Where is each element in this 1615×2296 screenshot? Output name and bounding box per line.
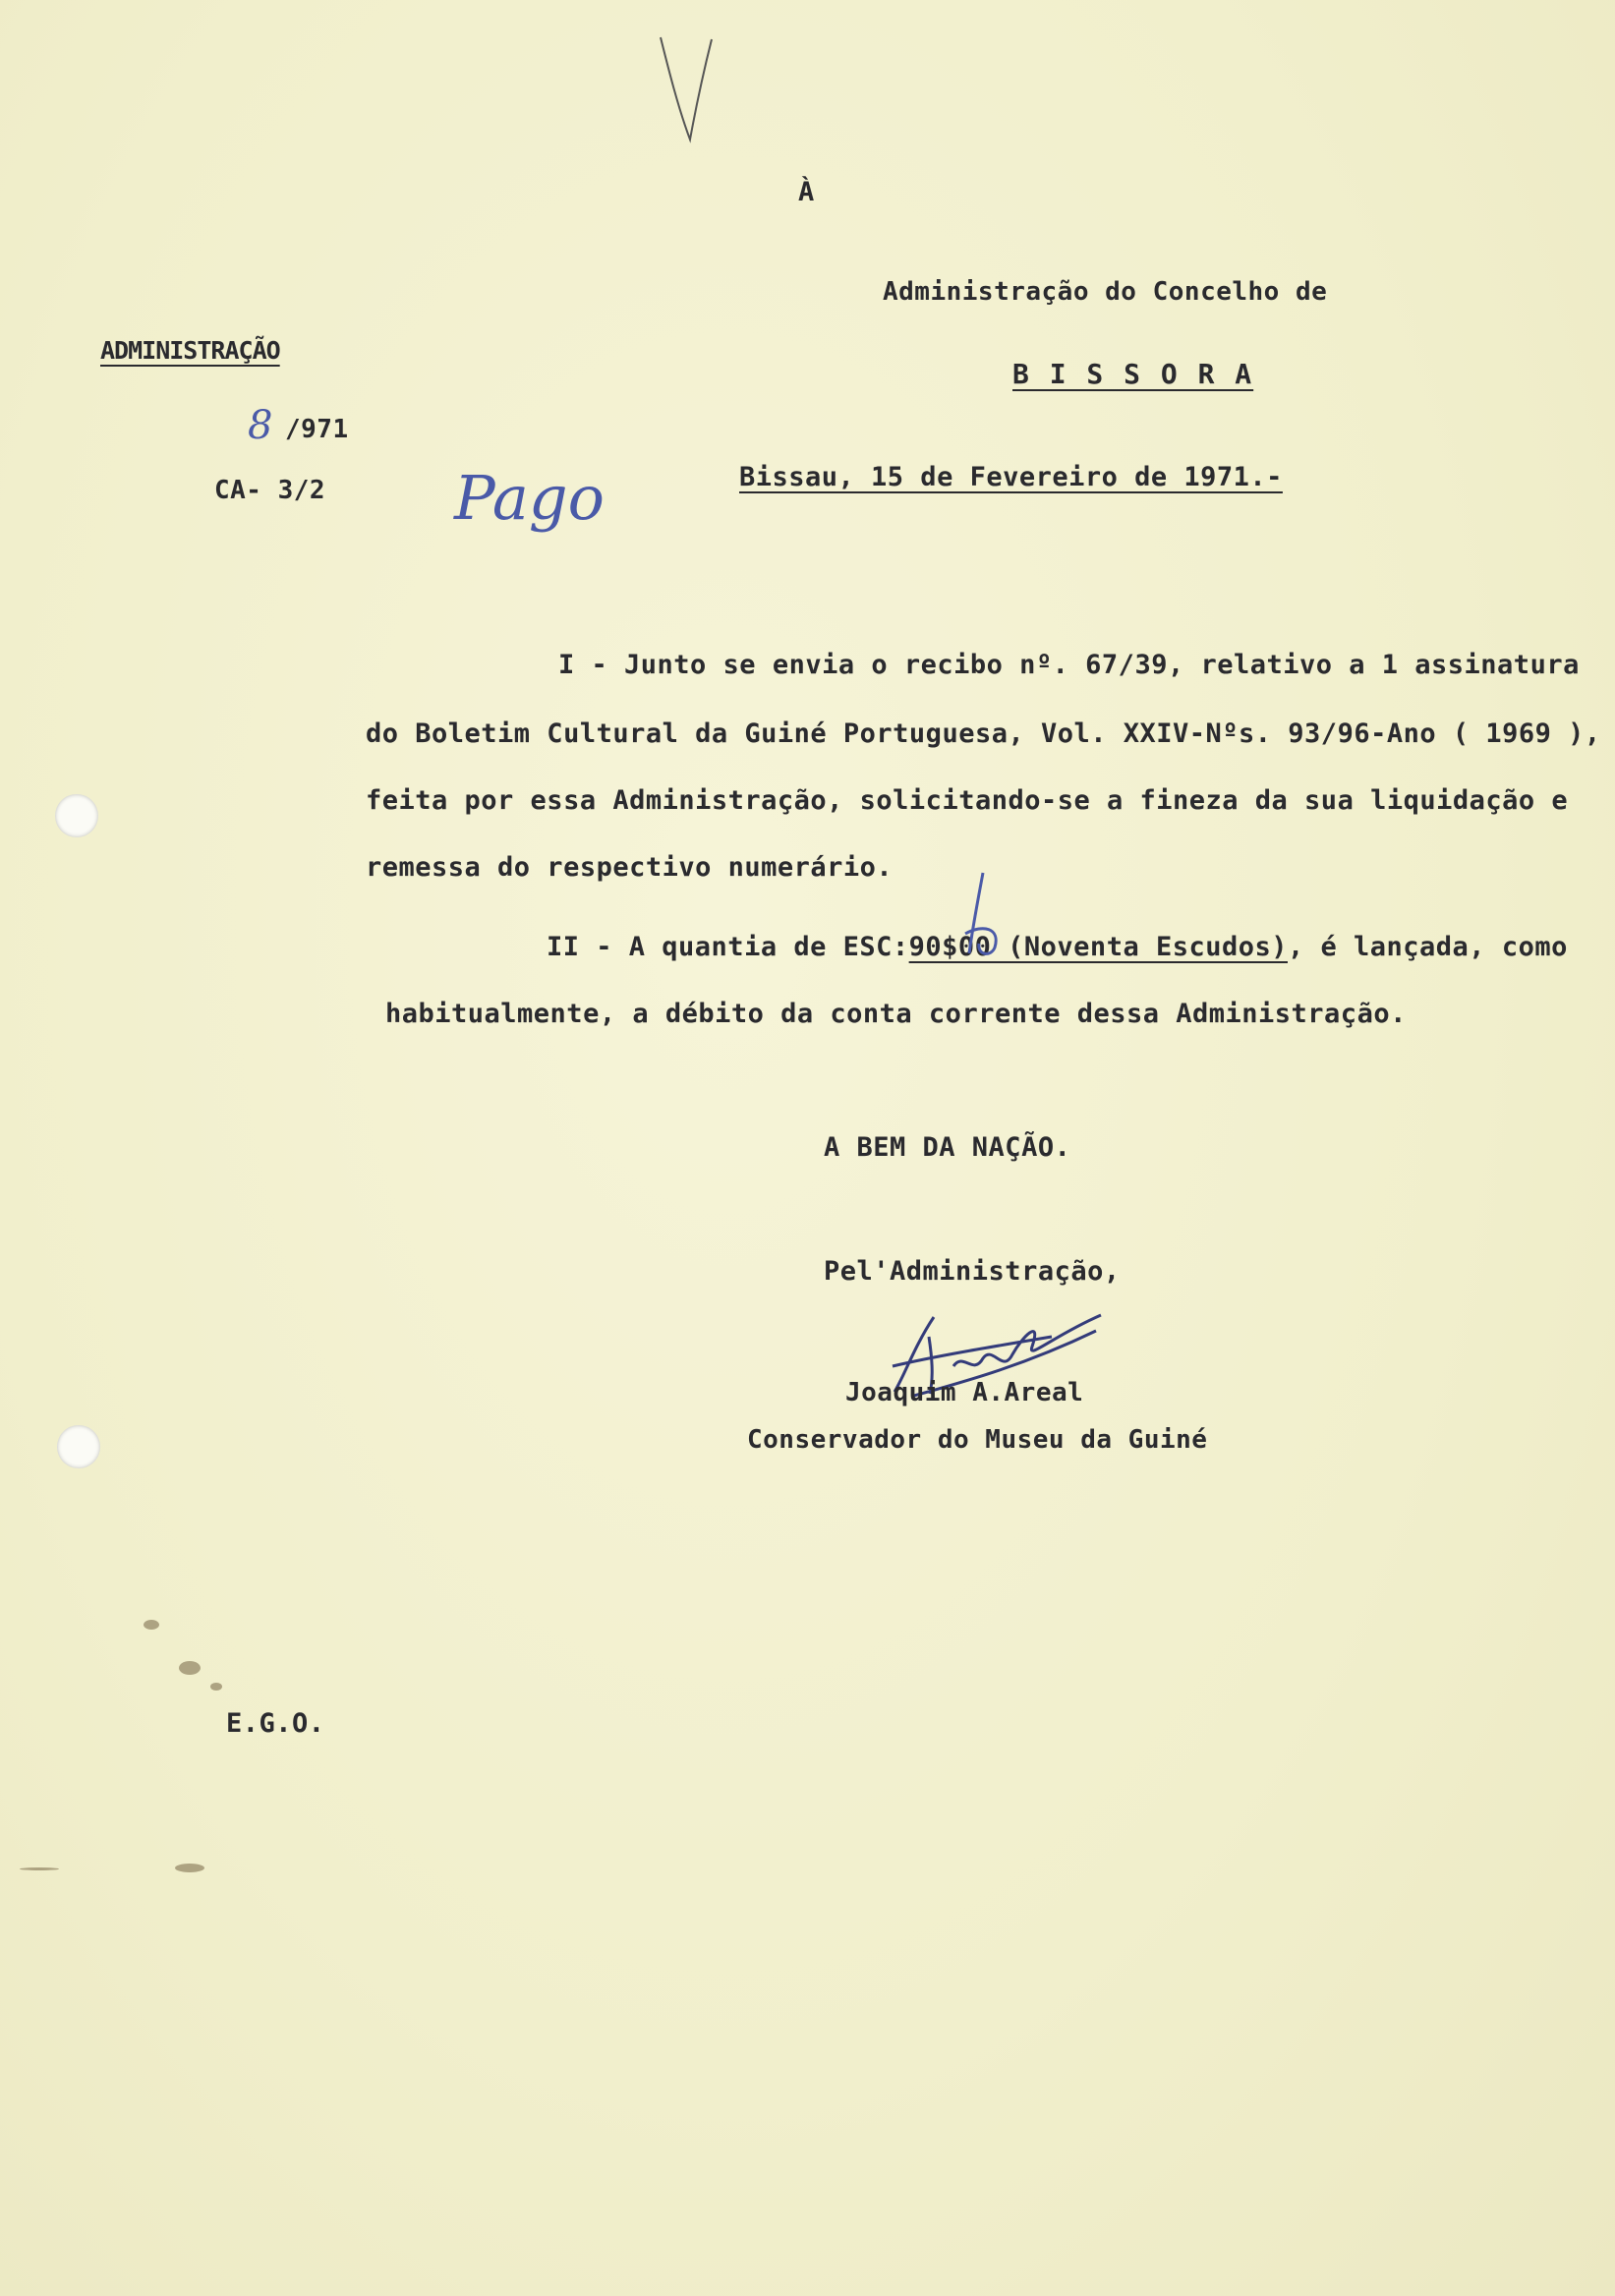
binder-hole	[55, 794, 98, 837]
recipient-prefix: À	[798, 177, 815, 207]
recipient-line2: B I S S O R A	[1012, 358, 1254, 390]
handwritten-note-pago: Pago	[454, 462, 605, 534]
binder-hole	[57, 1425, 100, 1468]
recipient-line1: Administração do Concelho de	[883, 277, 1328, 307]
stain-mark	[210, 1683, 222, 1691]
reference-code: CA- 3/2	[214, 476, 326, 505]
reference-number-handwritten: 8	[248, 403, 273, 448]
signer-title: Conservador do Museu da Guiné	[747, 1425, 1208, 1455]
paragraph-1-line: feita por essa Administração, solicitando-se a fineza da sua liquidação e	[366, 785, 1569, 816]
payment-amount: 90$00 (Noventa Escudos)	[908, 932, 1288, 962]
paragraph-2-line	[547, 932, 1568, 962]
stain-mark	[20, 1867, 59, 1870]
paragraph-2-prefix: II - A quantia de ESC:	[547, 932, 909, 962]
stain-mark	[144, 1620, 159, 1630]
reference-number-typed: /971	[285, 415, 349, 444]
paragraph-1-line: do Boletim Cultural da Guiné Portuguesa, Vol. XXIV-Nºs. 93/96-Ano ( 1969 ),	[366, 718, 1601, 749]
on-behalf: Pel'Administração,	[824, 1256, 1121, 1287]
amount-handwritten-mark	[944, 865, 1022, 963]
salutation: A BEM DA NAÇÃO.	[824, 1132, 1071, 1163]
paragraph-1-line: I - Junto se envia o recibo nº. 67/39, relativo a 1 assinatura	[558, 650, 1580, 680]
place-date: Bissau, 15 de Fevereiro de 1971.-	[739, 462, 1283, 492]
check-mark	[649, 29, 727, 147]
reference-department: ADMINISTRAÇÃO	[100, 336, 280, 365]
paragraph-2-line: habitualmente, a débito da conta corrente dessa Administração.	[385, 999, 1407, 1029]
signer-name: Joaquim A.Areal	[845, 1378, 1084, 1407]
stain-mark	[179, 1661, 201, 1675]
footer-initials: E.G.O.	[226, 1708, 325, 1739]
paragraph-1-line: remessa do respectivo numerário.	[366, 852, 894, 883]
stain-mark	[175, 1864, 204, 1872]
paragraph-2-suffix: , é lançada, como	[1288, 932, 1568, 962]
